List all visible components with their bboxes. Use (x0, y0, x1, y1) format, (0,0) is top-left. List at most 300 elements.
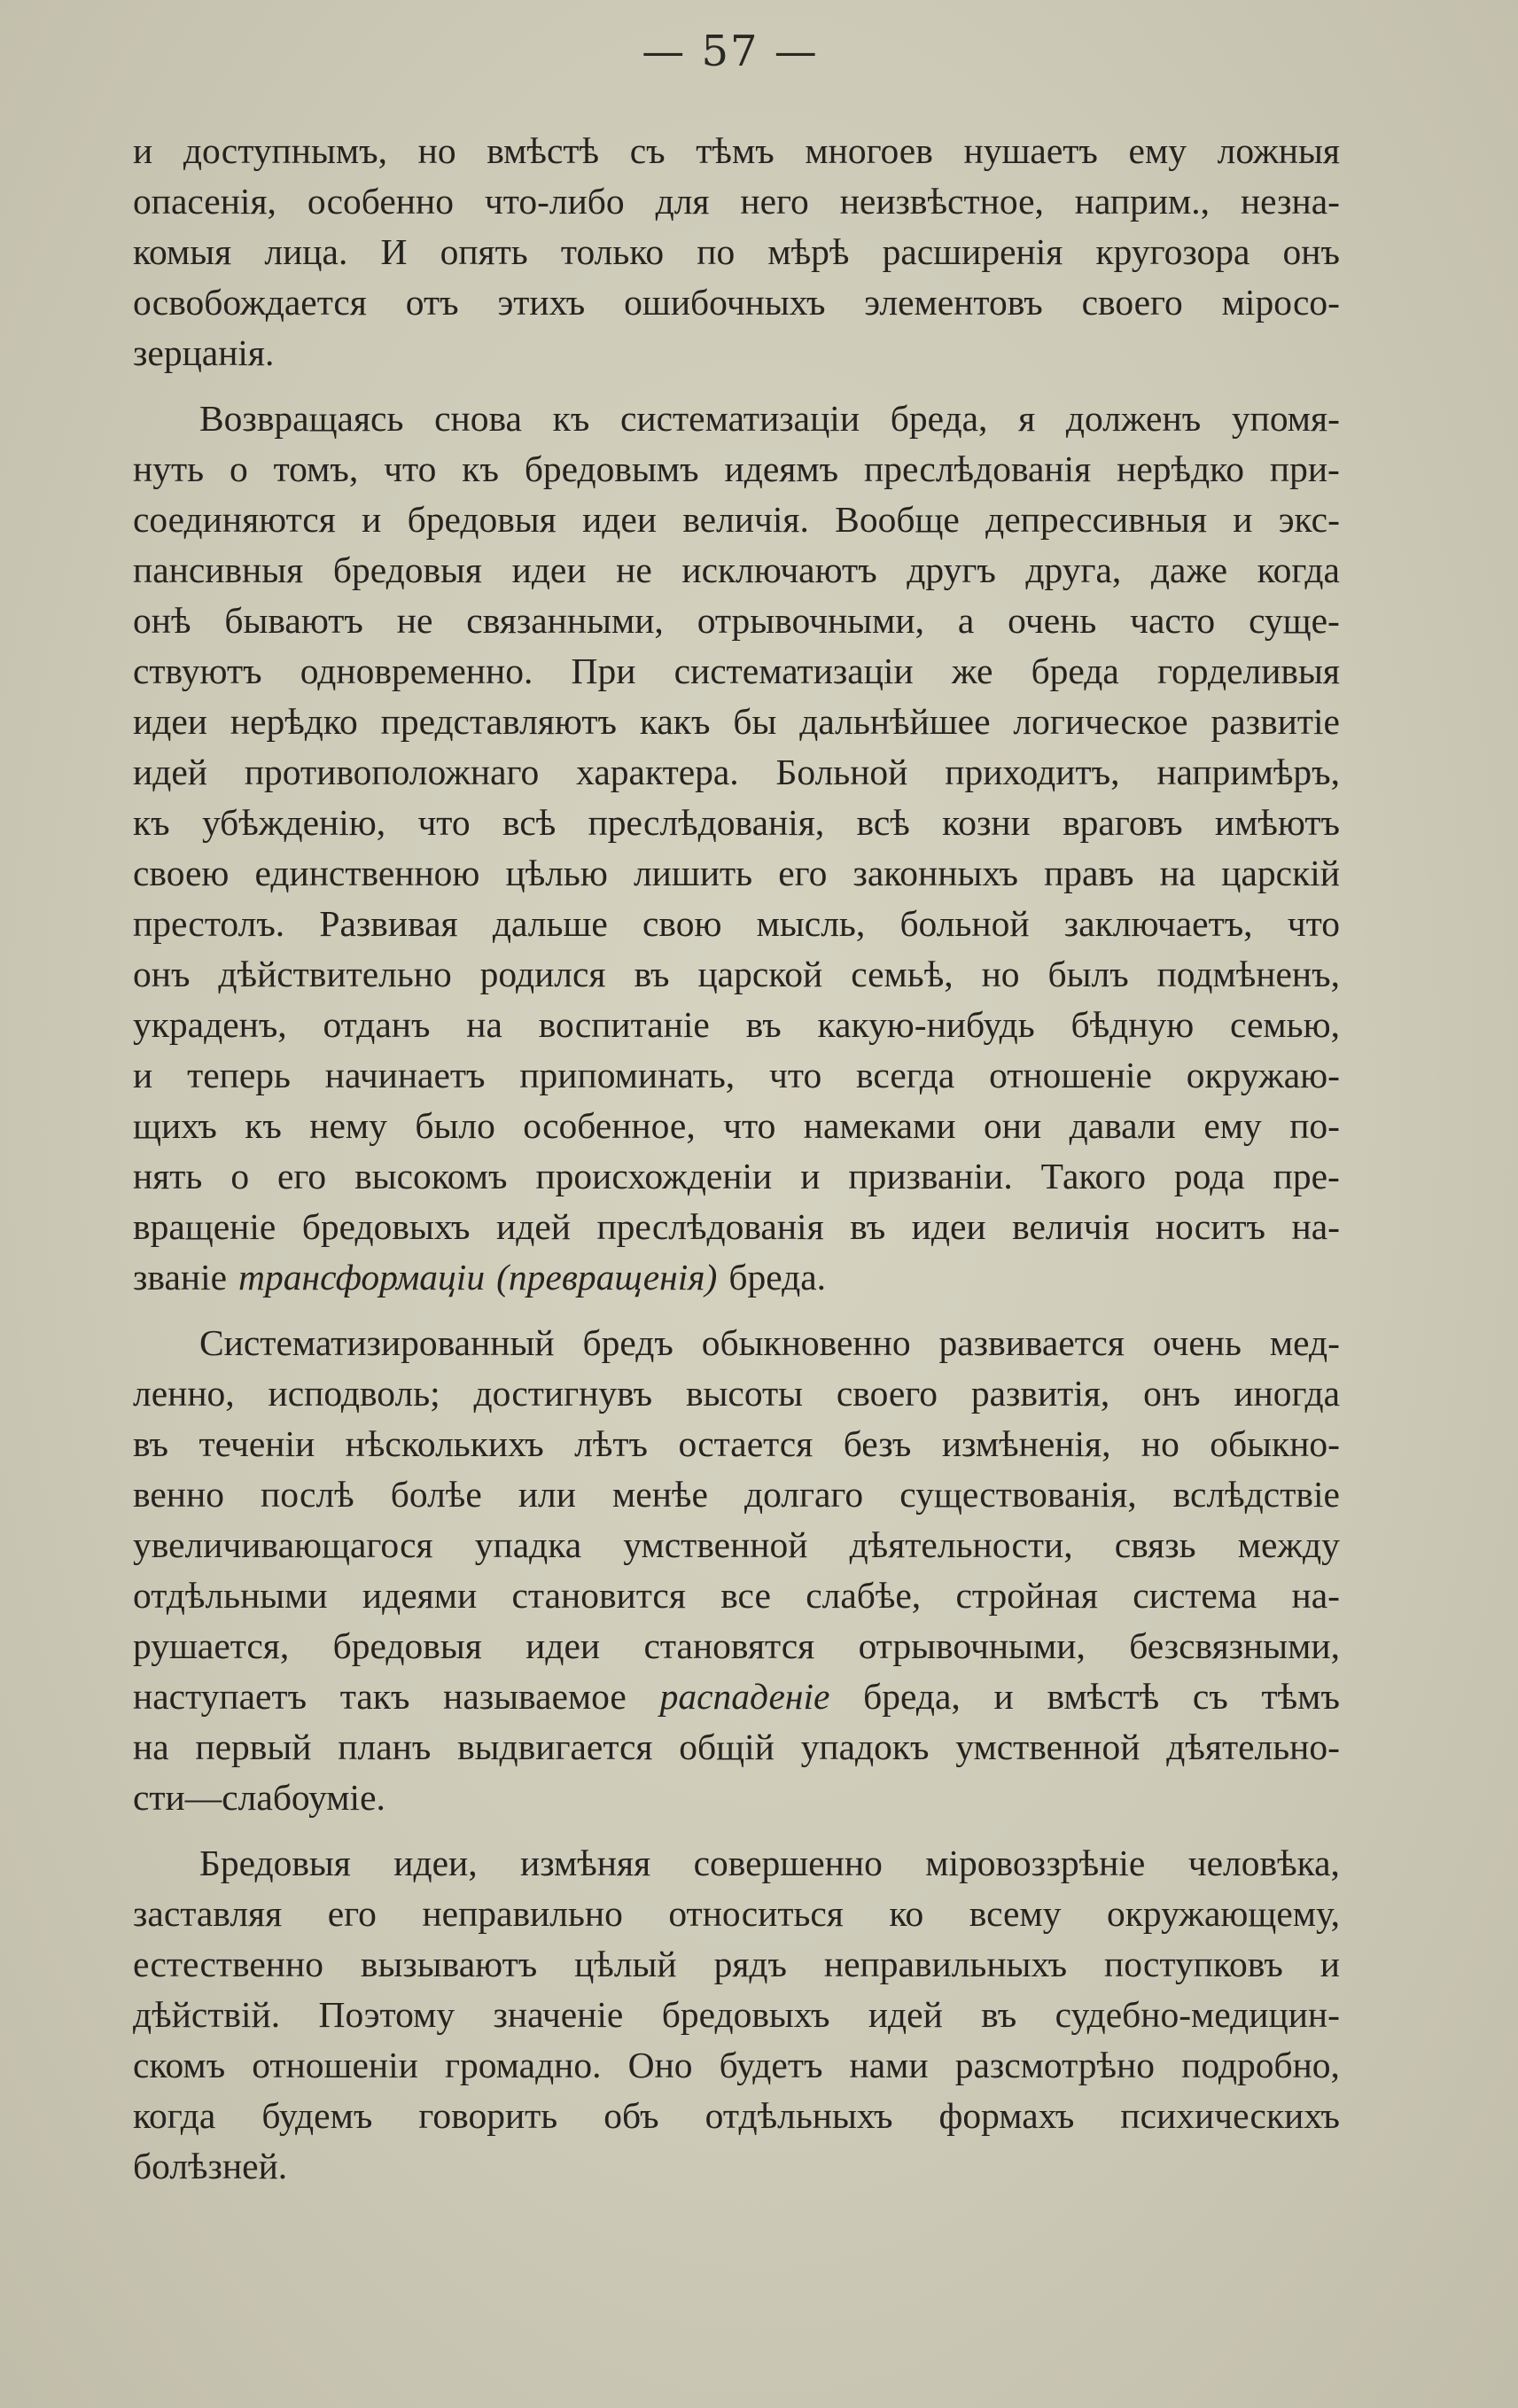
word: цѣлью (505, 853, 608, 893)
word: только (560, 231, 665, 272)
word: противоположнаго (244, 752, 540, 792)
word: козни (942, 802, 1031, 843)
paragraph (133, 1838, 1340, 2192)
word: друга, (1025, 549, 1122, 590)
word: идеями (362, 1575, 478, 1616)
text-line (133, 1939, 1340, 1990)
word: что (723, 1105, 776, 1146)
word: заключаетъ, (1063, 903, 1253, 944)
word: лица. (264, 231, 348, 272)
word: менѣе (612, 1474, 708, 1515)
word: преслѣдованія, (588, 802, 825, 843)
word: ошибочныхъ (624, 282, 826, 323)
word: давали (1069, 1105, 1176, 1146)
word: представляютъ (380, 701, 617, 742)
word: мед- (1269, 1322, 1340, 1363)
word: особенно (307, 181, 454, 222)
word: бреда (1031, 651, 1119, 691)
word: Вообще (835, 499, 960, 540)
word: его (778, 853, 828, 893)
word: величія. (682, 499, 809, 540)
word: Бредовыя (199, 1843, 351, 1883)
word: отношеніи (252, 2045, 418, 2085)
word: міросо- (1221, 282, 1340, 323)
text-line (133, 277, 1340, 328)
word: намеками (803, 1105, 956, 1146)
word: но (1140, 1423, 1179, 1464)
word: трансформаціи (238, 1257, 486, 1298)
word: становятся (643, 1625, 815, 1666)
word: бываютъ (224, 600, 363, 641)
word: нерѣдко (230, 701, 358, 742)
word: нами (849, 2045, 929, 2085)
word: вмѣстѣ (1047, 1676, 1160, 1717)
word: царской (697, 954, 823, 994)
word: что (768, 1055, 822, 1095)
word: не (396, 600, 433, 641)
word: бредовыхъ (301, 1206, 471, 1247)
word: дѣятельности, (849, 1524, 1073, 1565)
word: теперь (187, 1055, 291, 1095)
word: щихъ (133, 1105, 217, 1146)
word: по- (1289, 1105, 1340, 1146)
word: бреда. (728, 1257, 827, 1298)
word: слабѣе, (806, 1575, 922, 1616)
word: Оно (627, 2045, 693, 2085)
word: при- (1269, 448, 1340, 489)
word: своего (836, 1373, 938, 1414)
text-body (133, 126, 1340, 2192)
word: припоминать, (519, 1055, 736, 1095)
word: И (380, 231, 408, 272)
word: преслѣдованія (596, 1206, 824, 1247)
word: часто (1130, 600, 1216, 641)
word: призваніи. (848, 1156, 1013, 1196)
word: о (229, 448, 248, 489)
word: послѣ (261, 1474, 354, 1515)
word: бредовыя (332, 549, 483, 590)
word: идей (133, 752, 207, 792)
word: существованія, (899, 1474, 1137, 1515)
word: происхожденіи (535, 1156, 773, 1196)
word: неизвѣстное, (839, 181, 1044, 222)
word: депрессивныя (985, 499, 1207, 540)
word: наступаетъ (133, 1676, 307, 1717)
word: бредовыя (332, 1625, 482, 1666)
word: нуть (133, 448, 205, 489)
text-line (133, 126, 1340, 176)
word: дѣйствій. (133, 1994, 281, 2035)
text-line (133, 176, 1340, 227)
word: особенное, (523, 1105, 696, 1146)
word: свою (642, 903, 722, 944)
word: своею (133, 853, 230, 893)
text-line (133, 1419, 1340, 1469)
word: и (362, 499, 382, 540)
word: общій (679, 1726, 775, 1767)
text-line (133, 1773, 1340, 1823)
word: достигнувъ (473, 1373, 653, 1414)
word: болѣе (390, 1474, 482, 1515)
word: было (415, 1105, 495, 1146)
word: умственной (623, 1524, 808, 1565)
word: своего (1081, 282, 1183, 323)
word: на (133, 1726, 169, 1767)
word: дѣятельно- (1166, 1726, 1340, 1767)
paragraph (133, 126, 1340, 378)
word: съ (629, 130, 666, 171)
word: долгаго (743, 1474, 864, 1515)
word: приходитъ, (945, 752, 1120, 792)
word: враговъ (1063, 802, 1183, 843)
word: лѣтъ (574, 1423, 649, 1464)
text-line (133, 2040, 1340, 2091)
word: обыкновенно (701, 1322, 911, 1363)
word: бредовыхъ (661, 1994, 830, 2035)
word: онъ (1282, 231, 1340, 272)
word: начинаетъ (324, 1055, 486, 1095)
word: формахъ (938, 2095, 1075, 2136)
word: вращеніе (133, 1206, 276, 1247)
word: онъ (1143, 1373, 1201, 1414)
word: бѣдную (1070, 1004, 1195, 1045)
word: сти—слабоуміе. (133, 1777, 385, 1818)
word: не (616, 549, 652, 590)
word: совершенно (693, 1843, 883, 1883)
word: дальше (492, 903, 608, 944)
text-line (133, 1252, 1340, 1303)
word: опять (440, 231, 528, 272)
word: и (993, 1676, 1014, 1717)
word: имѣютъ (1214, 802, 1340, 843)
text-line (133, 1621, 1340, 1672)
word: логическое (1013, 701, 1188, 742)
text-line (133, 596, 1340, 646)
word: какъ (639, 701, 711, 742)
word: къ (462, 448, 499, 489)
word: по (697, 231, 736, 272)
word: воспитаніе (538, 1004, 710, 1045)
word: законныхъ (852, 853, 1018, 893)
word: къ (552, 398, 590, 439)
word: соединяются (133, 499, 336, 540)
word: какую-нибудь (817, 1004, 1035, 1045)
word: въ (133, 1423, 169, 1464)
word: исподволь; (268, 1373, 440, 1414)
text-line (133, 1672, 1340, 1722)
word: родился (479, 954, 606, 994)
word: такъ (339, 1676, 410, 1717)
word: дѣйствительно (218, 954, 452, 994)
word: идей (868, 1994, 943, 2035)
word: а (957, 600, 975, 641)
text-line (133, 1838, 1340, 1889)
word: идеи (511, 549, 587, 590)
word: Такого (1040, 1156, 1146, 1196)
word: него (740, 181, 809, 222)
word: и (1233, 499, 1253, 540)
word: что-либо (484, 181, 625, 222)
word: рода (1173, 1156, 1245, 1196)
word: многоев (805, 130, 933, 171)
word: подробно, (1181, 2045, 1340, 2085)
word: единственною (254, 853, 480, 893)
word: судебно-медицин- (1055, 1994, 1340, 2035)
word: нушаетъ (963, 130, 1098, 171)
word: доступнымъ, (183, 130, 387, 171)
word: горделивыя (1157, 651, 1340, 691)
word: въ (745, 1004, 782, 1045)
word: къ (133, 802, 170, 843)
paragraph (133, 1318, 1340, 1823)
word: и (800, 1156, 821, 1196)
word: венно (133, 1474, 224, 1515)
word: психическихъ (1120, 2095, 1340, 2136)
word: планъ (338, 1726, 432, 1767)
word: дальнѣйшее (799, 701, 991, 742)
word: всегда (856, 1055, 955, 1095)
word: остается (678, 1423, 813, 1464)
word: всему (969, 1893, 1062, 1934)
word: въ (634, 954, 670, 994)
word: упадка (474, 1524, 582, 1565)
text-line (133, 1050, 1340, 1101)
word: идеямъ (724, 448, 839, 489)
word: ему (1203, 1105, 1262, 1146)
word: безъ (843, 1423, 912, 1464)
word: или (518, 1474, 576, 1515)
word: идеи (911, 1206, 986, 1247)
word: первый (195, 1726, 312, 1767)
word: напримѣръ, (1156, 752, 1340, 792)
text-line (133, 1318, 1340, 1368)
word: рушается, (133, 1625, 290, 1666)
word: неправильныхъ (823, 1944, 1068, 1984)
text-line (133, 2141, 1340, 2192)
word: бреда, (863, 1676, 961, 1717)
word: на- (1291, 1575, 1340, 1616)
word: ему (1128, 130, 1187, 171)
text-line (133, 646, 1340, 697)
word: ко (889, 1893, 924, 1934)
word: онѣ (133, 600, 191, 641)
word: всѣ (856, 802, 910, 843)
word: Больной (775, 752, 908, 792)
word: его (327, 1893, 377, 1934)
text-line (133, 495, 1340, 545)
word: суще- (1249, 600, 1340, 641)
word: отрывочными, (697, 600, 924, 641)
word: систематизаціи (620, 398, 860, 439)
word: зерцанія. (133, 332, 275, 373)
word: поступковъ (1104, 1944, 1283, 1984)
text-line (133, 1722, 1340, 1773)
word: въ (850, 1206, 886, 1247)
text-line (133, 899, 1340, 949)
text-line (133, 848, 1340, 899)
text-line (133, 1000, 1340, 1050)
word: (превращенія) (496, 1257, 718, 1298)
word: ложныя (1217, 130, 1340, 171)
word: въ (981, 1994, 1017, 2035)
word: экс- (1278, 499, 1340, 540)
word: къ (245, 1105, 282, 1146)
word: умственной (955, 1726, 1140, 1767)
word: царскій (1221, 853, 1340, 893)
word: правъ (1044, 853, 1134, 893)
word: Систематизированный (199, 1322, 555, 1363)
word: съ (1192, 1676, 1228, 1717)
word: называемое (443, 1676, 627, 1717)
word: распаденіе (659, 1676, 830, 1717)
word: украденъ, (133, 1004, 287, 1045)
word: пре- (1273, 1156, 1340, 1196)
word: о (230, 1156, 250, 1196)
word: когда (1257, 549, 1340, 590)
word: комыя (133, 231, 232, 272)
word: но (981, 954, 1020, 994)
word: же (951, 651, 993, 691)
text-line (133, 1520, 1340, 1570)
word: исключаютъ (681, 549, 877, 590)
word: вслѣдствіе (1172, 1474, 1340, 1515)
text-line (133, 1570, 1340, 1621)
word: упадокъ (800, 1726, 930, 1767)
word: относиться (668, 1893, 844, 1934)
word: нерѣдко (1117, 448, 1244, 489)
word: развитія, (970, 1373, 1110, 1414)
word: характера. (576, 752, 739, 792)
word: семью, (1230, 1004, 1340, 1045)
word: даже (1150, 549, 1227, 590)
paragraph (133, 394, 1340, 1303)
word: тѣмъ (696, 130, 775, 171)
word: носитъ (1155, 1206, 1265, 1247)
word: высоты (685, 1373, 804, 1414)
word: тѣмъ (1261, 1676, 1340, 1717)
word: между (1237, 1524, 1340, 1565)
text-line (133, 949, 1340, 1000)
word: неправильно (422, 1893, 623, 1934)
word: упомя- (1231, 398, 1340, 439)
word: что (384, 448, 437, 489)
word: опасенія, (133, 181, 276, 222)
word: міровоззрѣніе (925, 1843, 1146, 1883)
text-line (133, 697, 1340, 747)
text-line (133, 1202, 1340, 1252)
page-number: — 57 — (642, 27, 819, 76)
word: отрывочными, (858, 1625, 1086, 1666)
word: Возвращаясь (199, 398, 404, 439)
word: связанными, (466, 600, 664, 641)
word: окружающему, (1106, 1893, 1340, 1934)
word: они (983, 1105, 1042, 1146)
paragraph-gap (133, 378, 1340, 394)
word: убѣжденію, (201, 802, 386, 843)
word: выдвигается (457, 1726, 653, 1767)
word: долженъ (1065, 398, 1202, 439)
word: бреда, (890, 398, 988, 439)
word: развитіе (1211, 701, 1340, 742)
word: бы (733, 701, 777, 742)
word: измѣняя (520, 1843, 651, 1883)
word: величія (1012, 1206, 1130, 1247)
word: званіе (133, 1257, 228, 1298)
word: этихъ (497, 282, 586, 323)
word: мѣрѣ (767, 231, 850, 272)
word: и (133, 1055, 153, 1095)
word: Поэтому (318, 1994, 455, 2035)
word: разсмотрѣно (954, 2045, 1156, 2085)
word: развивается (938, 1322, 1125, 1363)
word: наприм., (1074, 181, 1211, 222)
word: высокомъ (354, 1156, 508, 1196)
word: расширенія (882, 231, 1063, 272)
word: идеи (133, 701, 207, 742)
word: что (1287, 903, 1340, 944)
word: При (571, 651, 636, 691)
word: отдѣльныхъ (705, 2095, 893, 2136)
word: и (1319, 1944, 1340, 1984)
word: безсвязными, (1129, 1625, 1340, 1666)
word: будетъ (719, 2045, 823, 2085)
word: всѣ (502, 802, 557, 843)
word: объ (603, 2095, 659, 2136)
word: освобождается (133, 282, 367, 323)
word: естественно (133, 1944, 323, 1984)
text-line (133, 747, 1340, 798)
word: элементовъ (864, 282, 1043, 323)
word: человѣка, (1187, 1843, 1340, 1883)
text-line (133, 2091, 1340, 2141)
word: систематизаціи (673, 651, 914, 691)
word: на (1159, 853, 1196, 893)
word: бредовыя (407, 499, 557, 540)
word: цѣлый (574, 1944, 677, 1984)
word: нять (133, 1156, 203, 1196)
word: будемъ (261, 2095, 373, 2136)
word: нѣсколькихъ (345, 1423, 544, 1464)
word: бредъ (582, 1322, 673, 1363)
word: система (1133, 1575, 1257, 1616)
word: все (720, 1575, 771, 1616)
word: обыкно- (1210, 1423, 1340, 1464)
word: былъ (1047, 954, 1129, 994)
text-line (133, 1889, 1340, 1939)
paragraph-gap (133, 1303, 1340, 1318)
word: и (133, 130, 153, 171)
word: измѣненія, (941, 1423, 1111, 1464)
word: отношеніе (989, 1055, 1152, 1095)
word: очень (1008, 600, 1097, 641)
word: идеи, (393, 1843, 478, 1883)
word: я (1018, 398, 1036, 439)
text-line (133, 394, 1340, 444)
word: для (655, 181, 710, 222)
word: ствуютъ (133, 651, 262, 691)
text-line (133, 1151, 1340, 1202)
word: значеніе (493, 1994, 624, 2035)
word: отъ (405, 282, 459, 323)
word: вмѣстѣ (487, 130, 600, 171)
word: больной (899, 903, 1030, 944)
word: громадно. (444, 2045, 602, 2085)
word: бредовымъ (524, 448, 699, 489)
word: говорить (418, 2095, 558, 2136)
word: онъ (133, 954, 191, 994)
word: связь (1114, 1524, 1196, 1565)
word: его (277, 1156, 327, 1196)
